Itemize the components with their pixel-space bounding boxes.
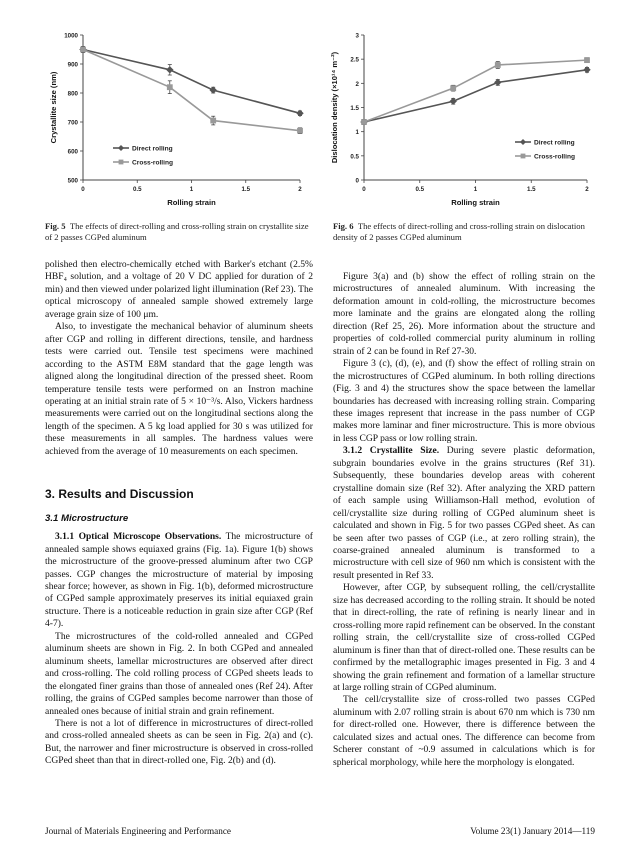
fig6-series-cross-point bbox=[495, 63, 500, 68]
fig5-x-tick-label: 1 bbox=[189, 186, 194, 193]
fig5-y-axis-label: Crystallite size (nm) bbox=[49, 71, 58, 144]
left-paragraph-1: polished then electro-chemically etched with Barker's etchant (2.5% HBF₄ solution, and a voltage of 20 V DC applied for duration of 2 min) and then viewed under polarized light illumination (Ref 23). The optical microscopy of annealed sample showed extremely large average grain size of 100 μm. bbox=[45, 259, 313, 320]
runin-heading-crystallite: 3.1.2 Crystallite Size. bbox=[343, 445, 440, 457]
fig5-x-tick-label: 2 bbox=[298, 186, 302, 193]
fig5-x-tick-label: 0.5 bbox=[132, 186, 142, 193]
fig6-series-cross-point bbox=[451, 86, 456, 91]
fig6-y-tick-label: 3 bbox=[355, 32, 359, 40]
right-paragraph-2: Figure 3 (c), (d), (e), and (f) show the effect of rolling strain on the microstructures of CGPed aluminum. In both rolling directions (Fig. 3 and 4) the structures show the space between the lamellar boundaries has decreased with increasing rolling strain. Comparing these images represent that increase in the pass number of CGP makes more laminar and finer microstructure. This is more obvious in less CGP pass or low rolling strain. bbox=[333, 358, 595, 444]
fig5-caption bbox=[45, 221, 313, 243]
fig5-y-tick-label: 700 bbox=[67, 119, 78, 127]
runin-heading-optical: 3.1.1 Optical Microscope Observations. bbox=[55, 531, 222, 543]
fig6-y-axis-label: Dislocation density (×10¹⁴ m⁻²) bbox=[330, 51, 339, 164]
fig5-series-cross-point bbox=[167, 85, 172, 90]
fig6-legend-cross-label: Cross-rolling bbox=[534, 153, 576, 161]
fig5-y-tick-label: 800 bbox=[67, 90, 78, 98]
right-paragraph-3-text: During severe plastic deformation, subgrain boundaries evolve in the grains structures (Ref 31). Subsequently, these boundaries develop areas with coherent crystalline domain size (Ref 32). After analyzing the XRD pattern of each sample using Williamson-Hall method, evolution of cell/crystallite size during rolling of CGPed aluminum sheet is calculated and shown in Fig. 5 for two passes CGPed sheet. As can be seen after two passes of CGP (i.e., at zero rolling strain), the coarse-grained annealed aluminum is transformed to a microstructure with cell size of 960 nm which is consistent with the result presented in Ref 33. bbox=[333, 445, 595, 581]
figure-5 bbox=[45, 22, 310, 217]
fig6-y-tick-label: 2.5 bbox=[350, 56, 359, 64]
fig6-y-tick-label: 0 bbox=[355, 177, 359, 185]
left-paragraph-4: The microstructures of the cold-rolled annealed and CGPed aluminum sheets are shown in Fig. 2. In both CGPed and annealed aluminum sheets, lamellar microstructures are observed after direct and cross-rolling. The cold rolling process of CGPed sheets leads to the elongated finer grains than those of annealed ones (Ref 24). After rolling, the grains of CGPed samples become narrower than those of annealed ones because of initial strain and grain refinement. bbox=[45, 630, 313, 717]
fig5-y-tick-label: 900 bbox=[67, 61, 78, 69]
fig5-caption-text: The effects of direct-rolling and cross-rolling strain on crystallite size of 2 passes CGPed aluminum bbox=[45, 221, 309, 242]
right-paragraph-5: The cell/crystallite size of cross-rolled two passes CGPed aluminum with 2.07 rolling strain is about 670 nm which is 730 nm for direct-rolled one. However, there is difference between the calculated sizes and actual ones. The difference can become from Scherer constant of ~0.9 assumed in calculations which is for spherical morphology, while here the morphology is elongated. bbox=[333, 694, 595, 768]
fig5-legend-cross-marker bbox=[119, 160, 124, 165]
fig5-y-tick-label: 1000 bbox=[64, 32, 78, 40]
fig6-x-tick-label: 1.5 bbox=[526, 186, 536, 193]
fig6-y-tick-label: 2 bbox=[355, 80, 359, 88]
fig5-caption-label: Fig. 5 bbox=[45, 221, 66, 231]
fig6-x-tick-label: 1 bbox=[473, 186, 478, 193]
fig5-chart bbox=[45, 22, 310, 217]
right-paragraph-1: Figure 3(a) and (b) show the effect of rolling strain on the microstructures of annealed aluminum. With increasing the deformation amount in cold-rolling, the microstructure becomes more laminate and the grains are elongated along the rolling direction (Ref 25, 26). More information about the structure and properties of cold-rolled commercial purity aluminum in rolling strain of 2 can be found in Ref 27-30. bbox=[333, 271, 595, 357]
left-paragraph-5: There is not a lot of difference in microstructures of direct-rolled and cross-rolled annealed sheets as can be seen in Fig. 2(a) and (c). But, the narrower and finer microstructure is observed in cross-rolled CGPed sheet than that in direct-rolled one, Fig. 2(b) and (d). bbox=[45, 717, 313, 767]
left-paragraph-3-text: The microstructure of annealed sample shows equiaxed grains (Fig. 1a). Figure 1(b) shows the microstructure of the groove-pressed aluminum after two CGP passes. CGP changes the microstructure of material by imposing shear force; however, as shown in Fig. 1(b), deformed microstructure of CGPed sample approximately preserves its initial equiaxed grain structure. There is a noticeable reduction in grain size after CGP (Ref 4-7). bbox=[45, 531, 313, 630]
fig5-y-tick-label: 500 bbox=[67, 177, 78, 185]
subsection-heading-microstructure: 3.1 Microstructure bbox=[45, 512, 129, 524]
fig6-y-tick-label: 1.5 bbox=[350, 105, 359, 112]
right-paragraph-3 bbox=[333, 445, 595, 582]
fig5-legend-direct-label: Direct rolling bbox=[132, 145, 173, 153]
fig6-series-cross-point bbox=[362, 120, 367, 125]
fig6-series-cross-point bbox=[585, 58, 590, 63]
fig5-series-cross-point bbox=[81, 47, 86, 52]
fig6-x-axis-label: Rolling strain bbox=[451, 198, 500, 207]
fig6-chart bbox=[322, 22, 597, 217]
fig6-caption-text: The effects of direct-rolling and cross-rolling strain on dislocation density of 2 passes CGPed aluminum bbox=[333, 221, 585, 242]
right-paragraph-4: However, after CGP, by subsequent rolling, the cell/crystallite size has decreased according to the rolling strain. It should be noted that in direct-rolling, the rate of refining is nearly linear and in cross-rolling more rapid refinement can be observed. In the constant rolling strain, the cell/crystallite size of cross-rolled CGPed aluminum is finer than that of direct-rolled one. These results can be confirmed by the metallographic images presented in Fig. 3 and 4 showing the grain refinement and formation of a lamellar structure at large rolling strain of CGPed aluminum. bbox=[333, 582, 595, 693]
fig5-y-tick-label: 600 bbox=[67, 148, 78, 156]
fig6-x-tick-label: 0 bbox=[362, 186, 366, 193]
footer-volume-page: Volume 23(1) January 2014—119 bbox=[470, 826, 595, 836]
fig6-legend-direct-label: Direct rolling bbox=[534, 139, 575, 147]
left-column bbox=[45, 259, 313, 768]
fig6-legend-cross-marker bbox=[521, 154, 526, 159]
fig6-y-tick-label: 1 bbox=[355, 129, 359, 137]
fig6-x-tick-label: 2 bbox=[585, 186, 589, 193]
fig5-x-tick-label: 1.5 bbox=[241, 186, 251, 193]
figure-6 bbox=[322, 22, 597, 217]
fig6-caption bbox=[333, 221, 595, 243]
left-paragraph-2: Also, to investigate the mechanical behavior of aluminum sheets after CGP and rolling in different directions, tensile, and hardness tests were carried out. Tensile test specimens were machined according to the ASTM E8M standard that the gage length was aligned along the longitudinal direction of the pressed sheet. Room temperature tensile tests were performed on an Instron machine operating at an initial strain rate of 5 × 10⁻³/s. Also, Vickers hardness measurements were carried out on the longitudinal sections along the length of the specimen. A 5 kg load applied for 30 s was utilized for these measurements in all samples. The hardness values were achieved from the average of 10 measurements on each specimen. bbox=[45, 321, 313, 457]
fig5-x-axis-label: Rolling strain bbox=[167, 198, 216, 207]
fig5-legend-cross-label: Cross-rolling bbox=[132, 159, 174, 167]
left-paragraph-3 bbox=[45, 531, 313, 631]
right-column bbox=[333, 271, 595, 769]
fig6-y-tick-label: 0.5 bbox=[350, 153, 359, 161]
fig6-x-tick-label: 0.5 bbox=[415, 186, 425, 193]
fig6-caption-label: Fig. 6 bbox=[333, 221, 354, 231]
fig5-series-cross-point bbox=[211, 118, 216, 123]
fig5-series-cross-point bbox=[298, 128, 303, 133]
fig5-x-tick-label: 0 bbox=[81, 186, 85, 193]
section-heading-results: 3. Results and Discussion bbox=[45, 487, 194, 502]
footer-journal: Journal of Materials Engineering and Performance bbox=[45, 826, 231, 836]
